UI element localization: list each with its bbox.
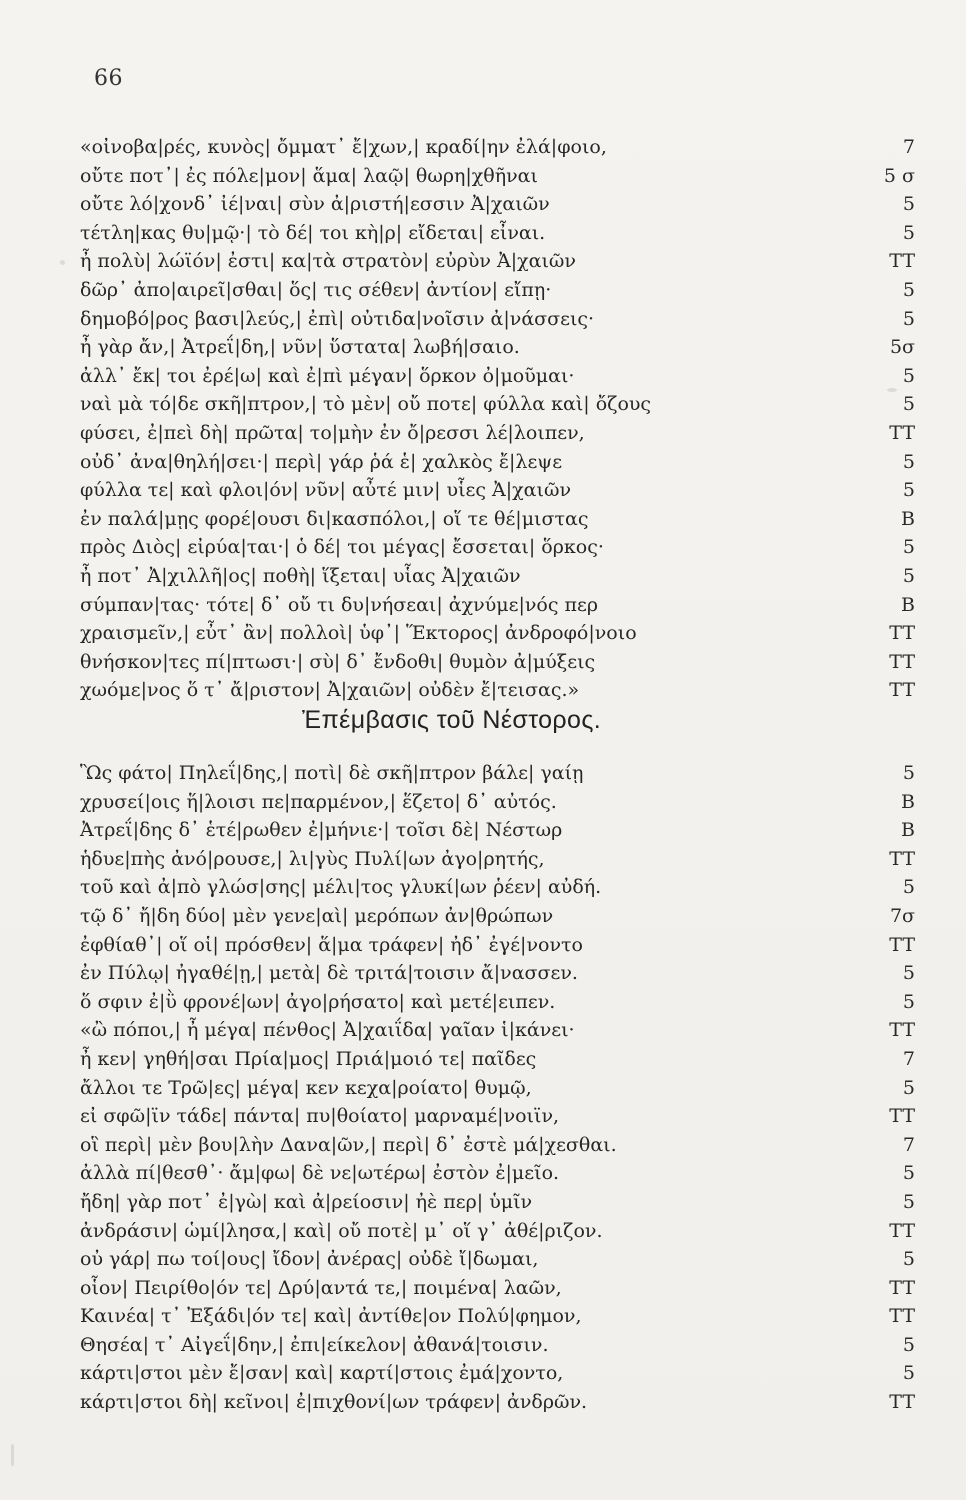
- metric-marker: TT: [889, 1019, 915, 1042]
- metric-marker: B: [901, 819, 915, 842]
- verse-line: [80, 591, 915, 620]
- metric-marker: B: [901, 507, 915, 530]
- metric-marker: 7σ: [889, 904, 915, 927]
- metric-marker: 7: [902, 136, 915, 158]
- verse-text: οἷον| Πειρίθο|όν τε| Δρύ|αντά τε,| ποιμένα| λαῶν,: [80, 1276, 562, 1299]
- verse-text: ἐν παλά|μῃς φορέ|ουσι δι|κασπόλοι,| οἵ τε θέ|μιστας: [80, 507, 589, 530]
- verse-text: πρὸς Διὸς| εἰρύα|ται·| ὁ δέ| τοι μέγας| ἔσσεται| ὅρκος·: [80, 536, 604, 559]
- metric-marker: TT: [889, 421, 915, 444]
- verse-text: χωόμε|νος ὅ τ᾽ ἄ|ριστον| Ἀ|χαιῶν| οὐδὲν ἔ|τεισας.»: [80, 679, 580, 702]
- metric-marker: TT: [889, 1276, 915, 1299]
- verse-text: ἄλλοι τε Τρῶ|ες| μέγα| κεν κεχα|ροίατο| θυμῷ,: [80, 1076, 532, 1099]
- verse-line: [80, 305, 915, 334]
- verse-line: [80, 562, 915, 591]
- metric-marker: TT: [889, 1391, 915, 1414]
- verse-line: [80, 505, 915, 534]
- metric-marker: TT: [889, 933, 915, 956]
- verse-line: [80, 1159, 915, 1188]
- verse-line: [80, 448, 915, 477]
- verse-text: ἦ ποτ᾽ Ἀ|χιλλῆ|ος| ποθὴ| ἵξεται| υἷας Ἀ|χαιῶν: [80, 564, 521, 587]
- verse-line: [80, 333, 915, 362]
- metric-marker: 5: [902, 564, 915, 587]
- verse-line: [80, 133, 915, 162]
- verse-text: ἀνδράσιν| ὡμί|λησα,| καὶ| οὔ ποτὲ| μ᾽ οἵ γ᾽ ἀθέ|ριζον.: [80, 1219, 603, 1242]
- verse-text: τοῦ καὶ ἀ|πὸ γλώσ|σης| μέλι|τος γλυκί|ων ῥέεν| αὐδή.: [80, 876, 602, 899]
- verse-line: [80, 390, 915, 419]
- metric-marker: 5: [902, 364, 915, 387]
- metric-marker: 5: [902, 1076, 915, 1099]
- verse-line: [80, 476, 915, 505]
- verse-text: οὐ γάρ| πω τοί|ους| ἴδον| ἀνέρας| οὐδὲ ἴ|δωμαι,: [80, 1248, 539, 1271]
- verse-text: ἐφθίαθ᾽| οἵ οἱ| πρόσθεν| ἅ|μα τράφεν| ἠδ᾽ ἐγέ|νοντο: [80, 933, 583, 956]
- metric-marker: 7: [902, 1047, 915, 1070]
- verse-line: [80, 1074, 915, 1103]
- verse-text: δημοβό|ρος βασι|λεύς,| ἐπὶ| οὐτιδα|νοῖσιν ἀ|νάσσεις·: [80, 307, 595, 330]
- paper-speck: [11, 1444, 14, 1466]
- verse-block-2: [80, 759, 915, 1417]
- verse-text: Ἀτρεΐ|δης δ᾽ ἑτέ|ρωθεν ἐ|μήνιε·| τοῖσι δὲ| Νέστωρ: [80, 819, 563, 842]
- metric-marker: 5: [902, 962, 915, 985]
- verse-text: κάρτι|στοι μὲν ἔ|σαν| καὶ| καρτί|στοις ἐμά|χοντο,: [80, 1362, 564, 1385]
- verse-text: Ὣς φάτο| Πηλεΐ|δης,| ποτὶ| δὲ σκῆ|πτρον βάλε| γαίῃ: [80, 762, 584, 784]
- section-heading: Ἐπέμβασις τοῦ Νέστορος.: [302, 706, 602, 734]
- metric-marker: TT: [889, 622, 915, 645]
- verse-line: [80, 931, 915, 960]
- metric-marker: TT: [889, 847, 915, 870]
- verse-line: [80, 648, 915, 677]
- verse-text: ὅ σφιν ἐ|ῢ φρονέ|ων| ἀγο|ρήσατο| καὶ μετέ|ειπεν.: [80, 990, 556, 1013]
- metric-marker: 5: [902, 762, 915, 784]
- metric-marker: 5: [902, 450, 915, 473]
- metric-marker: 5: [902, 536, 915, 559]
- verse-text: οὔτε λό|χονδ᾽ ἰέ|ναι| σὺν ἀ|ριστή|εσσιν Ἀ|χαιῶν: [80, 193, 550, 216]
- verse-text: ἤδη| γὰρ ποτ᾽ ἐ|γὼ| καὶ ἀ|ρείοσιν| ἠὲ περ| ὑμῖν: [80, 1190, 533, 1213]
- metric-marker: 5: [902, 307, 915, 330]
- verse-line: [80, 1274, 915, 1303]
- metric-marker: 7: [902, 1133, 915, 1156]
- verse-text: Καινέα| τ᾽ Ἐξάδι|όν τε| καὶ| ἀντίθε|ον Πολύ|φημον,: [80, 1305, 582, 1328]
- metric-marker: TT: [889, 679, 915, 702]
- page-number: 66: [94, 66, 123, 91]
- verse-text: δῶρ᾽ ἀπο|αιρεῖ|σθαι| ὅς| τις σέθεν| ἀντίον| εἴπῃ·: [80, 278, 552, 301]
- verse-text: φύσει, ἐ|πεὶ δὴ| πρῶτα| το|μὴν ἐν ὄ|ρεσσι λέ|λοιπεν,: [80, 421, 585, 444]
- verse-text: χραισμεῖν,| εὖτ᾽ ἂν| πολλοὶ| ὑφ᾽| Ἕκτορος| ἀνδροφό|νοιο: [80, 622, 637, 645]
- verse-line: [80, 1359, 915, 1388]
- verse-line: [80, 759, 915, 788]
- metric-marker: 5: [902, 393, 915, 416]
- verse-line: [80, 362, 915, 391]
- verse-line: [80, 902, 915, 931]
- verse-text: Θησέα| τ᾽ Αἰγεΐ|δην,| ἐπι|είκελον| ἀθανά|τοισιν.: [80, 1333, 549, 1356]
- verse-text: κάρτι|στοι δὴ| κεῖνοι| ἐ|πιχθονί|ων τράφεν| ἀνδρῶν.: [80, 1391, 588, 1414]
- verse-line: [80, 219, 915, 248]
- metric-marker: TT: [889, 1219, 915, 1242]
- metric-marker: 5: [902, 278, 915, 301]
- verse-text: σύμπαν|τας· τότε| δ᾽ οὔ τι δυ|νήσεαι| ἀχνύμε|νός περ: [80, 593, 599, 616]
- verse-line: [80, 676, 915, 705]
- metric-marker: 5 σ: [883, 164, 915, 187]
- verse-text: ναὶ μὰ τό|δε σκῆ|πτρον,| τὸ μὲν| οὔ ποτε| φύλλα καὶ| ὄζους: [80, 393, 652, 416]
- paper-speck: [60, 260, 65, 265]
- verse-text: τέτλη|κας θυ|μῷ·| τὸ δέ| τοι κὴ|ρ| εἴδεται| εἶναι.: [80, 221, 546, 244]
- verse-line: [80, 1102, 915, 1131]
- verse-line: [80, 1217, 915, 1246]
- verse-text: ἐν Πύλῳ| ἠγαθέ|ῃ,| μετὰ| δὲ τριτά|τοισιν ἄ|νασσεν.: [80, 962, 578, 985]
- verse-text: τῷ δ᾽ ἤ|δη δύο| μὲν γενε|αὶ| μερόπων ἀν|θρώπων: [80, 904, 554, 927]
- metric-marker: 5: [902, 1333, 915, 1356]
- metric-marker: 5: [902, 221, 915, 244]
- verse-line: [80, 276, 915, 305]
- verse-line: [80, 1302, 915, 1331]
- metric-marker: TT: [889, 650, 915, 673]
- verse-line: [80, 1131, 915, 1160]
- verse-text: οὔτε ποτ᾽| ἐς πόλε|μον| ἅμα| λαῷ| θωρη|χθῆναι: [80, 164, 538, 187]
- metric-marker: B: [901, 593, 915, 616]
- verse-line: [80, 1188, 915, 1217]
- metric-marker: B: [901, 790, 915, 813]
- metric-marker: TT: [889, 1305, 915, 1328]
- verse-text: «ὢ πόποι,| ἦ μέγα| πένθος| Ἀ|χαιΐδα| γαῖαν ἱ|κάνει·: [80, 1019, 575, 1042]
- verse-line: [80, 1016, 915, 1045]
- verse-line: [80, 190, 915, 219]
- verse-block-1: [80, 133, 915, 705]
- verse-line: [80, 959, 915, 988]
- metric-marker: 5: [902, 193, 915, 216]
- paper-speck: [887, 388, 897, 392]
- metric-marker: 5: [902, 990, 915, 1013]
- verse-line: [80, 619, 915, 648]
- verse-text: ἡδυε|πὴς ἀνό|ρουσε,| λι|γὺς Πυλί|ων ἀγο|ρητής,: [80, 847, 545, 870]
- metric-marker: TT: [889, 250, 915, 273]
- verse-line: [80, 1245, 915, 1274]
- verse-line: [80, 1045, 915, 1074]
- verse-text: εἰ σφῶ|ϊν τάδε| πάντα| πυ|θοίατο| μαρναμέ|νοιϊν,: [80, 1105, 560, 1128]
- metric-marker: 5: [902, 1162, 915, 1185]
- verse-text: ἦ γὰρ ἄν,| Ἀτρεΐ|δη,| νῦν| ὕστατα| λωβή|σαιο.: [80, 336, 520, 359]
- verse-line: [80, 162, 915, 191]
- verse-line: [80, 1331, 915, 1360]
- metric-marker: TT: [889, 1105, 915, 1128]
- metric-marker: 5: [902, 479, 915, 502]
- verse-line: [80, 1388, 915, 1417]
- verse-line: [80, 816, 915, 845]
- metric-marker: 5: [902, 1362, 915, 1385]
- verse-text: χρυσεί|οις ἥ|λοισι πε|παρμένον,| ἕζετο| δ᾽ αὐτός.: [80, 790, 557, 813]
- verse-line: [80, 845, 915, 874]
- verse-line: [80, 873, 915, 902]
- verse-text: θνήσκον|τες πί|πτωσι·| σὺ| δ᾽ ἔνδοθι| θυμὸν ἀ|μύξεις: [80, 650, 596, 673]
- verse-line: [80, 419, 915, 448]
- verse-text: οὐδ᾽ ἀνα|θηλή|σει·| περὶ| γάρ ῥά ἑ| χαλκὸς ἔ|λεψε: [80, 450, 563, 473]
- verse-text: ἀλλὰ πί|θεσθ᾽· ἄμ|φω| δὲ νε|ωτέρω| ἐστὸν ἐ|μεῖο.: [80, 1162, 560, 1185]
- verse-text: ἦ πολὺ| λώϊόν| ἐστι| κα|τὰ στρατὸν| εὐρὺν Ἀ|χαιῶν: [80, 250, 576, 273]
- verse-text: φύλλα τε| καὶ φλοι|όν| νῦν| αὖτέ μιν| υἷες Ἀ|χαιῶν: [80, 479, 572, 502]
- verse-text: ἀλλ᾽ ἔκ| τοι ἐρέ|ω| καὶ ἐ|πὶ μέγαν| ὅρκον ὀ|μοῦμαι·: [80, 364, 575, 387]
- verse-text: «οἰνοβα|ρές, κυνὸς| ὄμματ᾽ ἔ|χων,| κραδί|ην ἐλά|φοιο,: [80, 136, 607, 158]
- verse-text: οἳ περὶ| μὲν βου|λὴν Δανα|ῶν,| περὶ| δ᾽ ἐστὲ μά|χεσθαι.: [80, 1133, 617, 1156]
- verse-text: ἦ κεν| γηθή|σαι Πρία|μος| Πριά|μοιό τε| παῖδες: [80, 1047, 537, 1070]
- verse-line: [80, 788, 915, 817]
- metric-marker: 5σ: [889, 336, 915, 359]
- metric-marker: 5: [902, 1248, 915, 1271]
- verse-line: [80, 533, 915, 562]
- metric-marker: 5: [902, 876, 915, 899]
- metric-marker: 5: [902, 1190, 915, 1213]
- verse-line: [80, 988, 915, 1017]
- verse-line: [80, 247, 915, 276]
